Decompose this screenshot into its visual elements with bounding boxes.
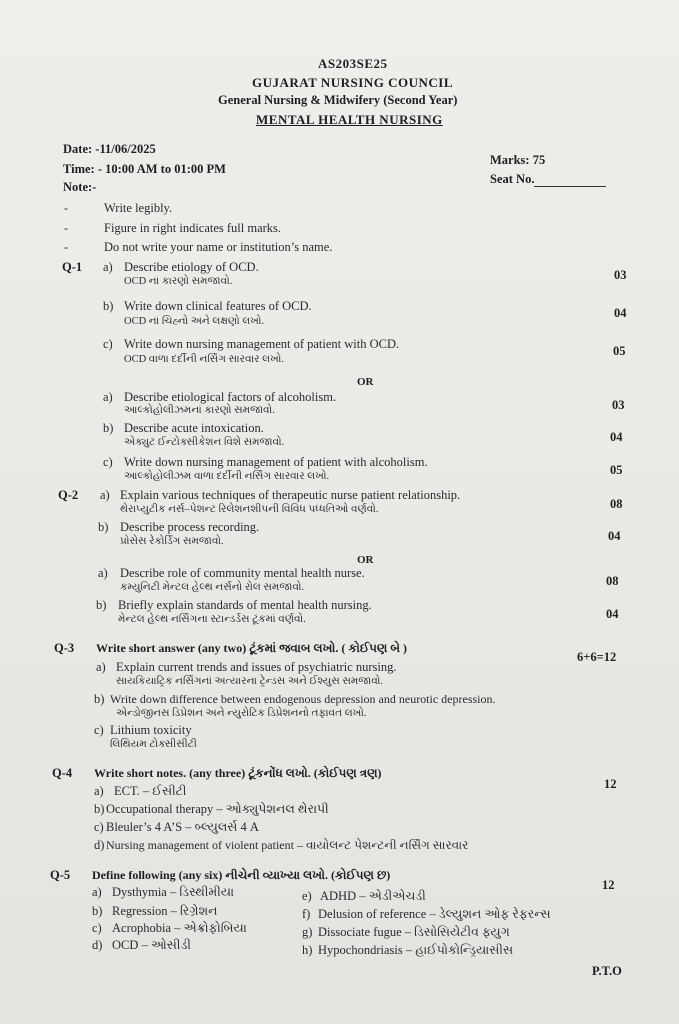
sub-label: c) xyxy=(103,337,113,351)
paper-code: AS203SE25 xyxy=(318,56,388,71)
question-text-gujarati: આલ્કોહોલીઝમ વાળા દર્દીની નર્સિંગ સારવાર લખો. xyxy=(124,471,330,482)
marks: 04 xyxy=(608,529,621,543)
sub-label: c) xyxy=(94,820,104,834)
question-text-gujarati: OCD વાળા દર્દીની નર્સિંગ સારવાર લખો. xyxy=(124,354,284,365)
marks: 05 xyxy=(610,463,623,477)
question-text-gujarati: લિથિયમ ટોક્સીસીટી xyxy=(110,739,197,750)
note-label: Note:- xyxy=(63,180,97,194)
section-title: Define following (any six) નીચેની વ્યાખ્યા લખો. (કોઈપણ છ) xyxy=(92,868,391,882)
sub-label: f) xyxy=(302,907,311,921)
sub-label: b) xyxy=(94,802,105,816)
list-item: Delusion of reference – ડેલ્યુશન ઓફ રેફરન્સ xyxy=(318,907,551,921)
sub-label: a) xyxy=(103,260,113,274)
sub-label: b) xyxy=(98,520,109,534)
marks: 08 xyxy=(610,497,623,511)
list-item: OCD – ઓસીડી xyxy=(112,938,191,952)
sub-label: b) xyxy=(92,904,103,918)
note-bullet: - xyxy=(64,240,69,254)
question-text-gujarati: એક્યુટ ઈન્ટોક્સીકેશન વિશે સમજાવો. xyxy=(124,437,285,448)
question-text-gujarati: થેરાપ્યુટીક નર્સ–પેશન્ટ રિલેશનશીપની વિવિધ પધ્ધતિઓ વર્ણવો. xyxy=(120,504,379,515)
section-title: Write short notes. (any three) ટૂંકનોંધ લખો. (કોઈપણ ત્રણ) xyxy=(94,766,382,780)
question-text-gujarati: મેન્ટલ હેલ્થ નર્સિંગના સ્ટાન્ડર્ડસ ટૂંકમાં વર્ણવો. xyxy=(118,614,306,625)
sub-label: b) xyxy=(96,598,107,612)
course-name: General Nursing & Midwifery (Second Year) xyxy=(218,93,458,107)
question-text-gujarati: OCD નાં કારણો સમજાવો. xyxy=(124,276,233,287)
question-text: Describe acute intoxication. xyxy=(124,421,264,435)
note-item: Do not write your name or institution’s name. xyxy=(104,240,333,254)
sub-label: b) xyxy=(103,299,114,313)
sub-label: b) xyxy=(94,692,105,706)
question-text-gujarati: OCD નાં ચિહ્નો અને લક્ષણો લખો. xyxy=(124,316,265,327)
marks: 03 xyxy=(612,398,625,412)
marks: 05 xyxy=(613,344,626,358)
question-number: Q-3 xyxy=(54,641,75,655)
exam-date: Date: -11/06/2025 xyxy=(63,142,156,156)
sub-label: a) xyxy=(98,566,108,580)
seat-no-blank xyxy=(534,174,606,187)
question-text: Write down difference between endogenous depression and neurotic depression. xyxy=(110,692,496,706)
exam-time: Time: - 10:00 AM to 01:00 PM xyxy=(63,162,226,176)
sub-label: a) xyxy=(94,784,104,798)
marks: 6+6=12 xyxy=(577,650,617,664)
question-text: Write down nursing management of patient with alcoholism. xyxy=(124,455,428,469)
sub-label: a) xyxy=(92,885,102,899)
list-item: Dissociate fugue – ડિસોસિયેટીવ ફ્યુગ xyxy=(318,925,510,939)
marks: 04 xyxy=(610,430,623,444)
list-item: Regression – રિગ્રેશન xyxy=(112,904,218,918)
question-text-gujarati: કમ્યુનિટી મેન્ટલ હેલ્થ નર્સનો રોલ સમજાવો. xyxy=(120,582,305,593)
question-text-gujarati: પ્રોસેસ રેકોર્ડિંગ સમજાવો. xyxy=(120,536,224,547)
sub-label: h) xyxy=(302,943,313,957)
sub-label: a) xyxy=(100,488,110,502)
question-text: Describe etiology of OCD. xyxy=(124,260,259,274)
question-text-gujarati: આલ્કોહોલીઝમનાં કારણો સમજાવો. xyxy=(124,405,275,416)
total-marks: Marks: 75 xyxy=(490,153,546,167)
question-text: Lithium toxicity xyxy=(110,723,192,737)
question-text: Explain various techniques of therapeutic nurse patient relationship. xyxy=(120,488,461,502)
marks: 08 xyxy=(606,574,619,588)
section-title: Write short answer (any two) ટૂંકમાં જવાબ લખો. ( કોઈપણ બે ) xyxy=(96,641,408,655)
sub-label: e) xyxy=(302,889,312,903)
marks: 04 xyxy=(606,607,619,621)
note-bullet: - xyxy=(64,221,69,235)
question-text: Describe etiological factors of alcoholism. xyxy=(124,390,337,404)
question-text-gujarati: સાયકિયાટ્રિક નર્સિંગનાં અત્યારના ટ્રેન્ડસ અને ઈશ્યુસ સમજાવો. xyxy=(116,676,384,687)
list-item: Nursing management of violent patient – વાયોલન્ટ પેશન્ટની નર્સિંગ સારવાર xyxy=(106,838,469,852)
sub-label: a) xyxy=(103,390,113,404)
page-turn-note: P.T.O xyxy=(592,964,622,978)
marks: 03 xyxy=(614,268,627,282)
sub-label: a) xyxy=(96,660,106,674)
sub-label: c) xyxy=(92,921,102,935)
sub-label: b) xyxy=(103,421,114,435)
sub-label: d) xyxy=(92,938,103,952)
note-item: Write legibly. xyxy=(104,201,173,215)
question-number: Q-4 xyxy=(52,766,73,780)
question-text: Write down clinical features of OCD. xyxy=(124,299,312,313)
question-number: Q-1 xyxy=(62,260,83,274)
question-text: Briefly explain standards of mental health nursing. xyxy=(118,598,372,612)
question-text: Explain current trends and issues of psychiatric nursing. xyxy=(116,660,397,674)
note-bullet: - xyxy=(64,201,69,215)
sub-label: d) xyxy=(94,838,105,852)
note-item: Figure in right indicates full marks. xyxy=(104,221,282,235)
list-item: Dysthymia – ડિસ્થીમીયા xyxy=(112,885,235,899)
list-item: Occupational therapy – ઓક્યુપેશનલ થેરાપી xyxy=(106,802,329,816)
question-text-gujarati: એન્ડોજીનસ ડિપ્રેશન અને ન્યુરોટિક ડિપ્રેશનનો તફાવત લખો. xyxy=(116,708,367,719)
marks: 12 xyxy=(604,777,617,791)
question-text: Write down nursing management of patient with OCD. xyxy=(124,337,400,351)
council-name: GUJARAT NURSING COUNCIL xyxy=(252,75,453,90)
marks: 12 xyxy=(602,878,615,892)
question-text: Describe process recording. xyxy=(120,520,260,534)
marks: 04 xyxy=(614,306,627,320)
or-divider: OR xyxy=(357,376,374,388)
sub-label: c) xyxy=(94,723,104,737)
sub-label: c) xyxy=(103,455,113,469)
or-divider: OR xyxy=(357,554,374,566)
list-item: Hypochondriasis – હાઈપોકોન્ડ્રિયાસીસ xyxy=(318,943,514,957)
list-item: Bleuler’s 4 A’S – બ્લ્યુલર્સ 4 A xyxy=(106,820,259,834)
question-number: Q-5 xyxy=(50,868,71,882)
seat-no: Seat No. xyxy=(490,172,606,187)
sub-label: g) xyxy=(302,925,313,939)
list-item: ADHD – એડીએચડી xyxy=(320,889,426,903)
subject-title: MENTAL HEALTH NURSING xyxy=(256,112,443,127)
question-number: Q-2 xyxy=(58,488,79,502)
list-item: Acrophobia – એક્રોફોબિયા xyxy=(112,921,247,935)
question-text: Describe role of community mental health nurse. xyxy=(120,566,365,580)
list-item: ECT. – ઈસીટી xyxy=(114,784,187,798)
